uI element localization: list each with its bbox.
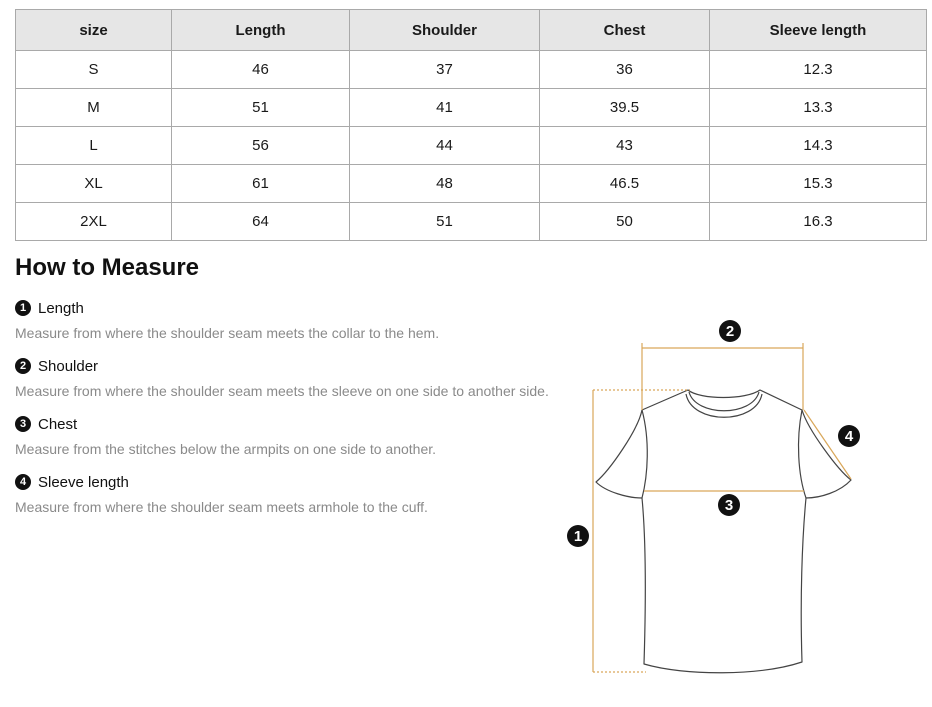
cell-chest: 36	[540, 51, 710, 89]
marker-2	[719, 320, 741, 342]
section-title: How to Measure	[15, 254, 200, 281]
size-chart-table	[15, 9, 927, 241]
cell-chest: 46.5	[540, 165, 710, 203]
svg-text:4: 4	[844, 428, 854, 445]
cell-sleeve-length: 13.3	[710, 89, 927, 127]
cell-shoulder: 51	[350, 203, 540, 241]
number-3-icon: 3	[15, 416, 31, 432]
cell-sleeve-length: 14.3	[710, 127, 927, 165]
header-size: size	[16, 10, 172, 51]
cell-chest: 50	[540, 203, 710, 241]
cell-chest: 43	[540, 127, 710, 165]
marker-3	[718, 494, 740, 516]
number-4-icon: 4	[15, 474, 31, 490]
marker-1	[567, 525, 589, 547]
measure-item-shoulder	[15, 354, 575, 412]
table-row	[16, 89, 927, 127]
header-chest: Chest	[540, 10, 710, 51]
number-1-icon: 1	[15, 300, 31, 316]
measure-item-chest	[15, 412, 575, 470]
measure-description: Measure from the stitches below the armpits on one side to another.	[15, 441, 437, 457]
svg-text:2: 2	[725, 323, 735, 340]
marker-4	[838, 425, 860, 447]
measure-label: Length	[38, 299, 84, 317]
measure-label: Shoulder	[38, 357, 99, 375]
measure-instructions	[15, 296, 575, 528]
header-length: Length	[172, 10, 350, 51]
table-row	[16, 203, 927, 241]
cell-shoulder: 48	[350, 165, 540, 203]
cell-size: M	[16, 89, 172, 127]
measure-label: Sleeve length	[38, 473, 129, 491]
measure-description: Measure from where the shoulder seam meets armhole to the cuff.	[15, 499, 428, 515]
cell-size: 2XL	[16, 203, 172, 241]
cell-length: 51	[172, 89, 350, 127]
cell-length: 46	[172, 51, 350, 89]
table-header-row	[16, 10, 927, 51]
table-row	[16, 127, 927, 165]
measure-description: Measure from where the shoulder seam meets the sleeve on one side to another side.	[15, 383, 549, 399]
number-2-icon: 2	[15, 358, 31, 374]
table-row	[16, 51, 927, 89]
measure-description: Measure from where the shoulder seam meets the collar to the hem.	[15, 325, 440, 341]
cell-length: 56	[172, 127, 350, 165]
cell-sleeve-length: 15.3	[710, 165, 927, 203]
tshirt-measure-diagram	[560, 300, 932, 700]
header-shoulder: Shoulder	[350, 10, 540, 51]
measure-item-length	[15, 296, 575, 354]
cell-shoulder: 41	[350, 89, 540, 127]
cell-size: XL	[16, 165, 172, 203]
measure-label: Chest	[38, 415, 78, 433]
cell-size: S	[16, 51, 172, 89]
cell-sleeve-length: 16.3	[710, 203, 927, 241]
cell-length: 64	[172, 203, 350, 241]
cell-shoulder: 44	[350, 127, 540, 165]
table-row	[16, 165, 927, 203]
measure-item-sleeve-length	[15, 470, 575, 528]
cell-length: 61	[172, 165, 350, 203]
svg-text:3: 3	[724, 497, 734, 514]
header-sleeve-length: Sleeve length	[710, 10, 927, 51]
cell-chest: 39.5	[540, 89, 710, 127]
cell-sleeve-length: 12.3	[710, 51, 927, 89]
cell-shoulder: 37	[350, 51, 540, 89]
svg-text:1: 1	[573, 528, 583, 545]
tshirt-outline-icon	[596, 390, 851, 673]
cell-size: L	[16, 127, 172, 165]
